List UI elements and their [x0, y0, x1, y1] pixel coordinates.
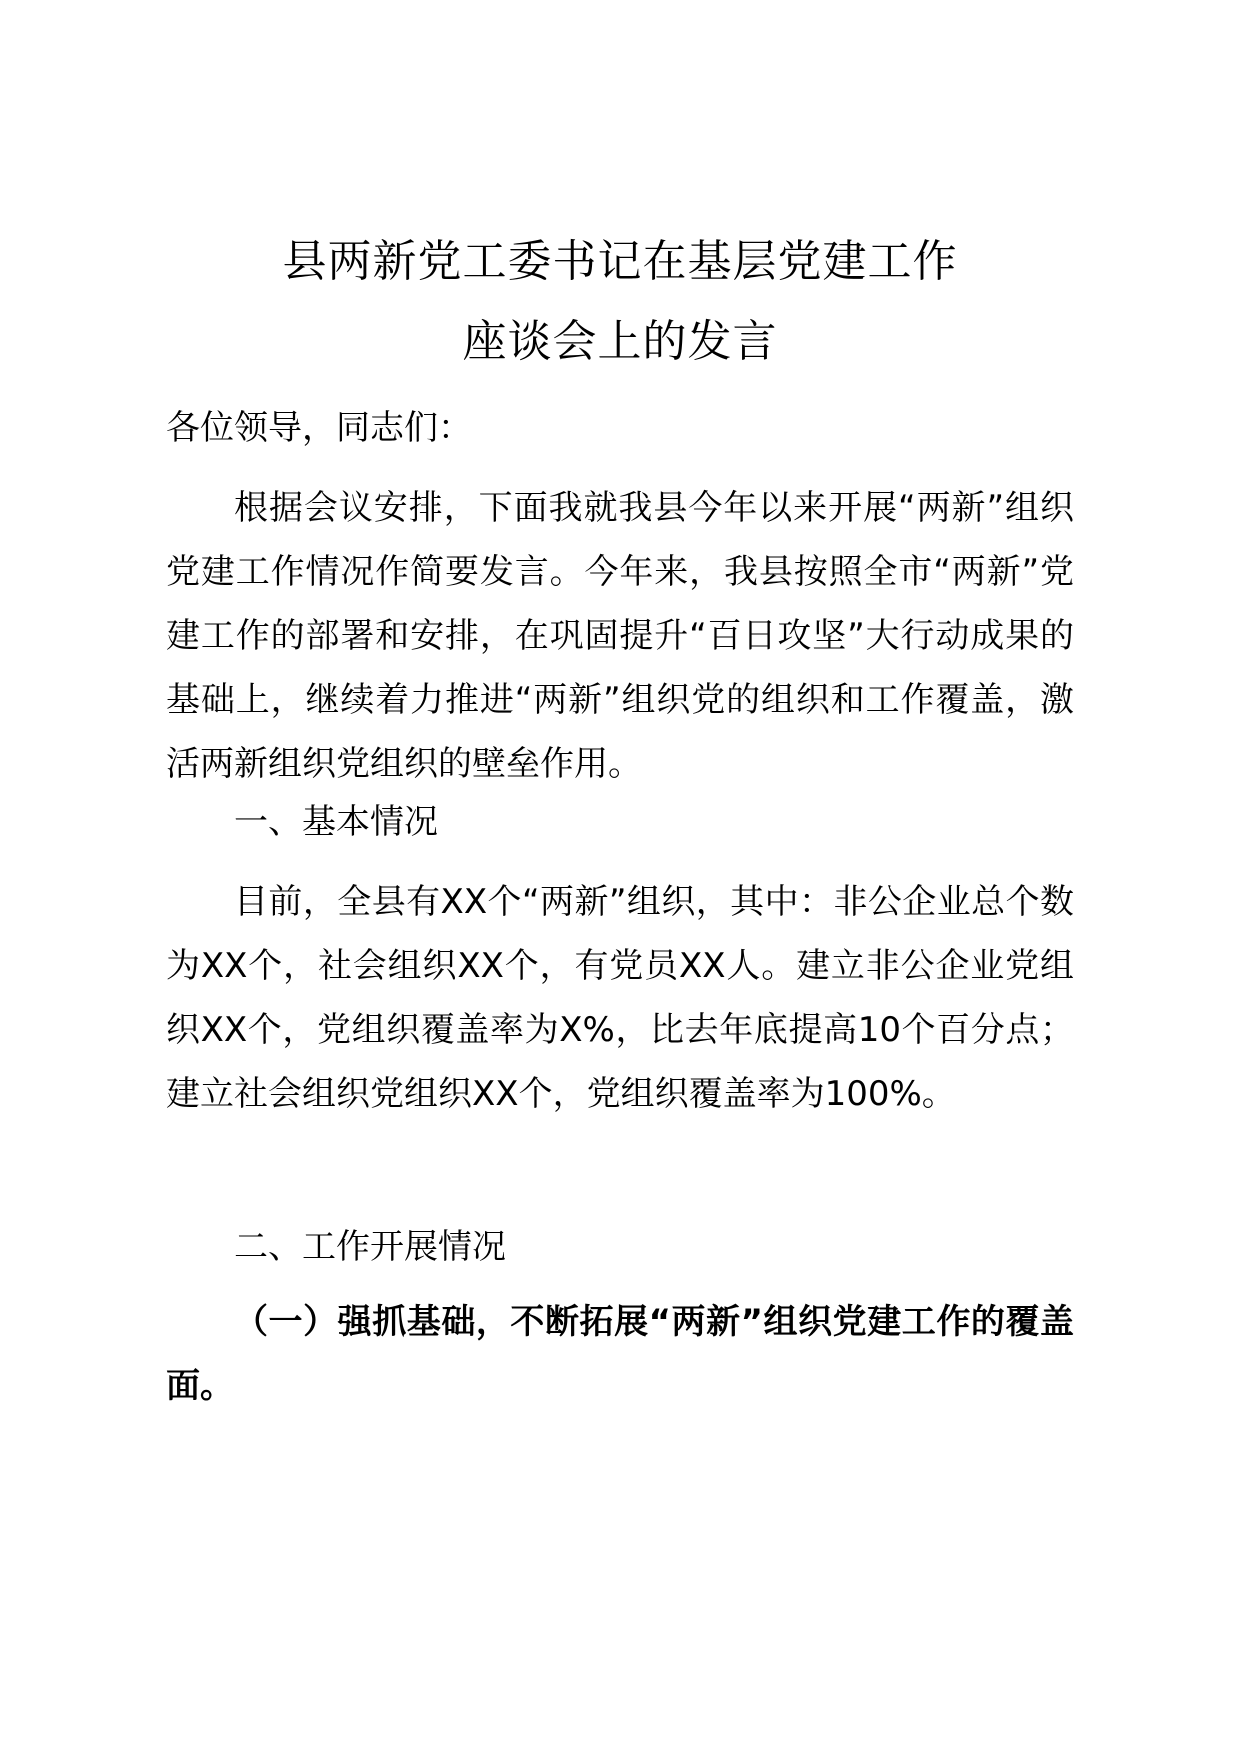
- basic-situation-paragraph: 目前，全县有XX个“两新”组织，其中：非公企业总个数为XX个，社会组织XX个，有党员XX人。建立非公企业党组织XX个，党组织覆盖率为X%，比去年底提高10个百分点；建立社会组织党组织XX个，党组织覆盖率为100%。: [166, 882, 1074, 1114]
- intro-paragraph: 根据会议安排，下面我就我县今年以来开展“两新”组织党建工作情况作简要发言。今年来，我县按照全市“两新”党建工作的部署和安排，在巩固提升“百日攻坚”大行动成果的基础上，继续着力推进“两新”组织党的组织和工作覆盖，激活两新组织党组织的壁垒作用。: [166, 488, 1074, 784]
- subsection-heading-1: （一）强抓基础，不断拓展“两新”组织党建工作的覆盖面。: [166, 1302, 1074, 1406]
- section-heading-work-progress: 二、工作开展情况: [234, 1227, 506, 1267]
- section-heading-basic-situation: 一、基本情况: [234, 802, 438, 842]
- document-title-line2: 座谈会上的发言: [462, 316, 778, 367]
- document-title-line1: 县两新党工委书记在基层党建工作: [282, 236, 958, 287]
- salutation: 各位领导，同志们：: [166, 408, 472, 448]
